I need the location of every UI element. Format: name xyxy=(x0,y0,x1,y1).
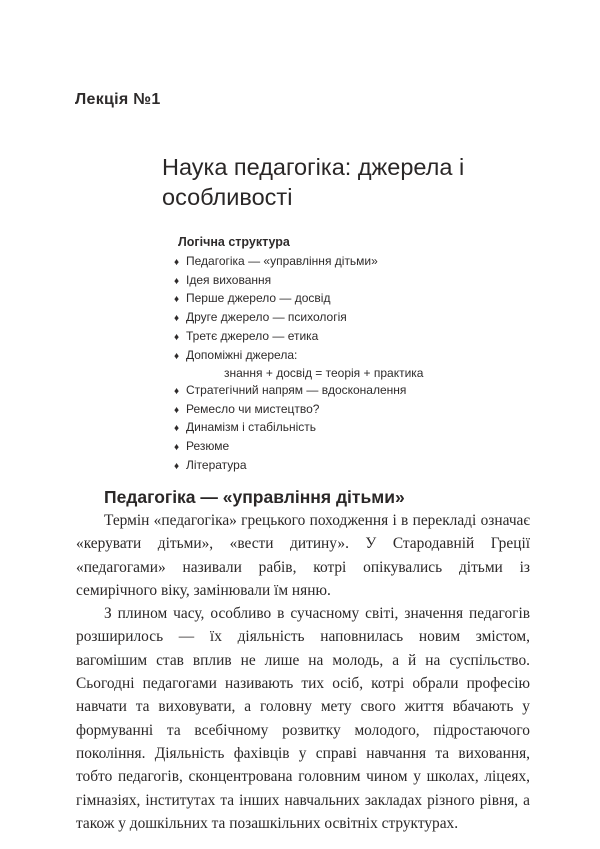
toc-formula: знання + досвід = теорія + практика xyxy=(224,366,424,381)
toc-item-label: Ідея виховання xyxy=(186,272,272,287)
logical-structure-list xyxy=(174,253,494,475)
diamond-bullet-icon: ♦ xyxy=(174,423,180,435)
diamond-bullet-icon: ♦ xyxy=(174,313,180,325)
toc-item xyxy=(174,272,494,291)
diamond-bullet-icon: ♦ xyxy=(174,442,180,454)
diamond-bullet-icon: ♦ xyxy=(174,275,180,287)
toc-item-label: Третє джерело — етика xyxy=(186,328,319,343)
section-body xyxy=(76,509,530,835)
toc-item-label: Перше джерело — досвід xyxy=(186,291,331,306)
toc-item-label: Друге джерело — психологія xyxy=(186,310,347,325)
toc-item-label: Ремесло чи мистецтво? xyxy=(186,401,320,416)
diamond-bullet-icon: ♦ xyxy=(174,385,180,397)
toc-item xyxy=(174,328,494,347)
toc-item xyxy=(174,419,494,438)
paragraph: Термін «педагогіка» грецького походження і в перекладі означає «керувати дітьми», «вести дитину». У Стародавній Греції «педагогами» називали рабів, котрі опікувались дітьми із семирічного віку, замінювали їм няню. xyxy=(76,512,530,599)
diamond-bullet-icon: ♦ xyxy=(174,331,180,343)
toc-item xyxy=(174,309,494,328)
toc-item xyxy=(174,382,494,401)
toc-item-label: Література xyxy=(186,457,247,472)
paragraph: З плином часу, особливо в сучасному світі, значення педагогів розширилось — їх діяльність наповнилась новим змістом, вагомішим став вплив не лише на молодь, а й на суспільство. Сьогодні педагогами називають тих осіб, котрі обрали професію навчати та виховувати, а головну мету свого життя вбачають у формуванні та всебічному розвитку молодого, підростаючого покоління. Діяльність фахівців у справі навчання та виховання, тобто педагогів, сконцентрована головним чином у школах, ліцеях, гімназіях, інститутах та інших навчальних закладах різного рівня, а також у дошкільних та позашкільних освітніх структурах. xyxy=(76,605,530,832)
diamond-bullet-icon: ♦ xyxy=(174,257,180,268)
diamond-bullet-icon: ♦ xyxy=(174,404,180,416)
chapter-title: Наука педагогіка: джерела і особливості xyxy=(162,154,465,210)
toc-item-label: Допоміжні джерела: xyxy=(186,347,298,362)
section-heading: Педагогіка — «управління дітьми» xyxy=(104,487,405,507)
toc-item-label: Динамізм і стабільність xyxy=(186,420,317,435)
toc-item xyxy=(174,457,494,476)
toc-item-label: Педагогіка — «управління дітьми» xyxy=(186,254,378,268)
diamond-bullet-icon: ♦ xyxy=(174,294,180,306)
toc-item xyxy=(174,438,494,457)
lecture-label: Лекція №1 xyxy=(75,91,161,108)
logical-structure-heading: Логічна структура xyxy=(178,235,290,249)
toc-item-label: Стратегічний напрям — вдосконалення xyxy=(186,382,407,397)
logical-structure xyxy=(174,234,494,475)
toc-item xyxy=(174,347,494,366)
toc-item-label: Резюме xyxy=(186,439,230,454)
diamond-bullet-icon: ♦ xyxy=(174,350,180,362)
diamond-bullet-icon: ♦ xyxy=(174,460,180,472)
toc-item xyxy=(174,290,494,309)
toc-item xyxy=(174,253,494,272)
toc-item xyxy=(174,401,494,420)
